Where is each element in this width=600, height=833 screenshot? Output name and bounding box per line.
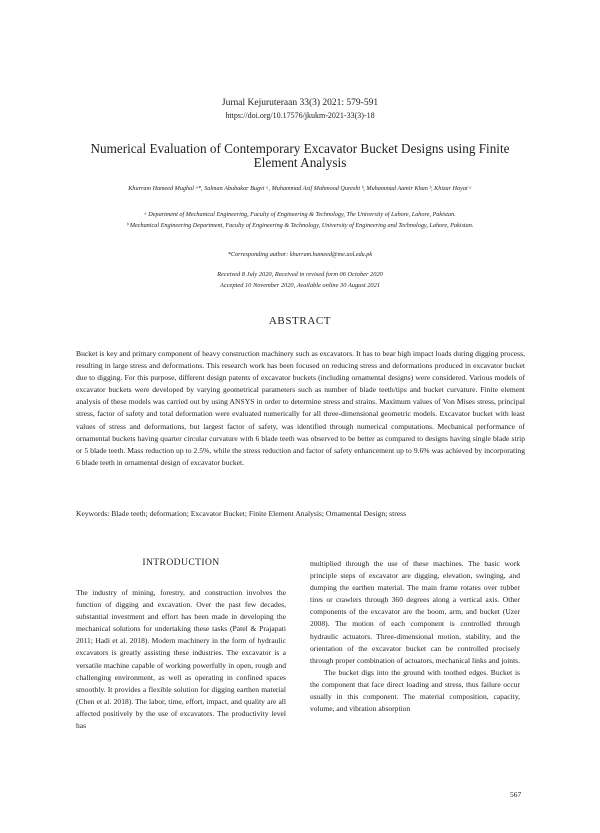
journal-citation: Jurnal Kejuruteraan 33(3) 2021: 579-591 — [221, 98, 379, 108]
keywords: Keywords: Blade teeth; deformation; Excavator Bucket; Finite Element Analysis; Ornamental Design; stress — [76, 509, 407, 518]
page-number: 567 — [510, 790, 522, 799]
left-column — [76, 587, 286, 732]
intro-paragraph-3: The bucket digs into the ground with toothed edges. Bucket is the component that face direct loading and stress, thus failure occur usually in this component. The material composition, capacity, volume, and vibration absorption — [310, 667, 520, 714]
intro-paragraph-2: multiplied through the use of these machines. The basic work principle steps of excavator are digging, elevation, swinging, and dumping the earthen material. The main frame rotates over rubber tires or crawlers through 360 degrees along a vertical axis. Other components of the excavator are the boom, arm, and bucket (Uzer 2008). The motion of each component is controlled through hydraulic actuators. Three-dimensional motion, stability, and the orientation of the excavator bucket can be controlled precisely through proper combination of actuators, mechanical links and joints. — [310, 559, 521, 665]
doi-link[interactable]: https://doi.org/10.17576/jkukm-2021-33(3)-18 — [225, 111, 375, 120]
accepted-dates: Accepted 10 November 2020, Available online 30 August 2021 — [219, 282, 381, 289]
corresponding-author: *Corresponding author: khurram.hameed@me.uol.edu.pk — [227, 251, 373, 258]
abstract-heading: ABSTRACT — [268, 315, 332, 327]
affiliation-a: ᵃ Department of Mechanical Engineering, Faculty of Engineering & Technology, The University of Lahore, Lahore, Pakistan. — [144, 211, 456, 218]
introduction-heading: INTRODUCTION — [142, 557, 220, 568]
abstract-text: Bucket is key and primary component of heavy construction machinery such as excavators. It has to bear high impact loads during digging process, resulting in large stress and deformations. This research work has been focused on reducing stress and deformations produced in excavator bucket due to digging. For this purpose, different design patents of excavator buckets (including ornamental designs) were considered. Various models of excavator buckets were developed by varying geometrical parameters such as number of blade teeth/tips and bucket curvature. Finite element analysis of these models was carried out by using ANSYS in order to determine stress and strains. Maximum values of Von Mises stress, principal stress, factor of safety and total deformation were evaluated numerically for all three-dimensional geometric models. Excavator bucket with least values of stress and deformations, but largest factor of safety, was identified through numerical computations. Mechanical performance of ornamental buckets having quarter circular curvature with 6 blade teeth was observed to be better as compared to designs having single blade strip or 5 blade teeth. Mass reduction up to 2.5%, while the stress reduction and factor of safety enhancement up to 9.6% was achieved by incorporating 6 blade teeth in ornamental design of excavator bucket. — [76, 349, 525, 467]
author-list: Khurram Hameed Mughal ᵃ*, Salman Abubakar Bugvi ᵃ, Muhammad Asif Mahmood Qureshi ᵇ, Muhammad Aamir Khan ᵇ, Khizar Hayat ᵃ — [128, 185, 472, 192]
intro-paragraph-1: The industry of mining, forestry, and construction involves the function of digging and excavation. Over the past few decades, substantial investment and effort has been made in developing the mechanical solutions for undertaking these tasks (Patel & Prajapati 2011; Hadi et al. 2018). Modern machinery in the form of hydraulic excavators is greatly assisting these industries. The excavator is a versatile machine capable of working powerfully in open, rough and challenging environment, as well as operating in confined spaces smoothly. It provides a flexible solution for digging earthen material (Chen et al. 2018). The labor, time, effort, impact, and quality are all affected positively by the use of excavators. The productivity level has — [76, 588, 286, 731]
received-dates: Received 8 July 2020, Received in revised form 06 October 2020 — [217, 271, 383, 278]
affiliation-b: ᵇ Mechanical Engineering Department, Faculty of Engineering & Technology, University of Engineering and Technology, Lahore, Pakistan. — [126, 222, 474, 229]
right-column — [310, 558, 520, 715]
paper-title: Numerical Evaluation of Contemporary Excavator Bucket Designs using Finite Element Analysis — [90, 141, 510, 170]
